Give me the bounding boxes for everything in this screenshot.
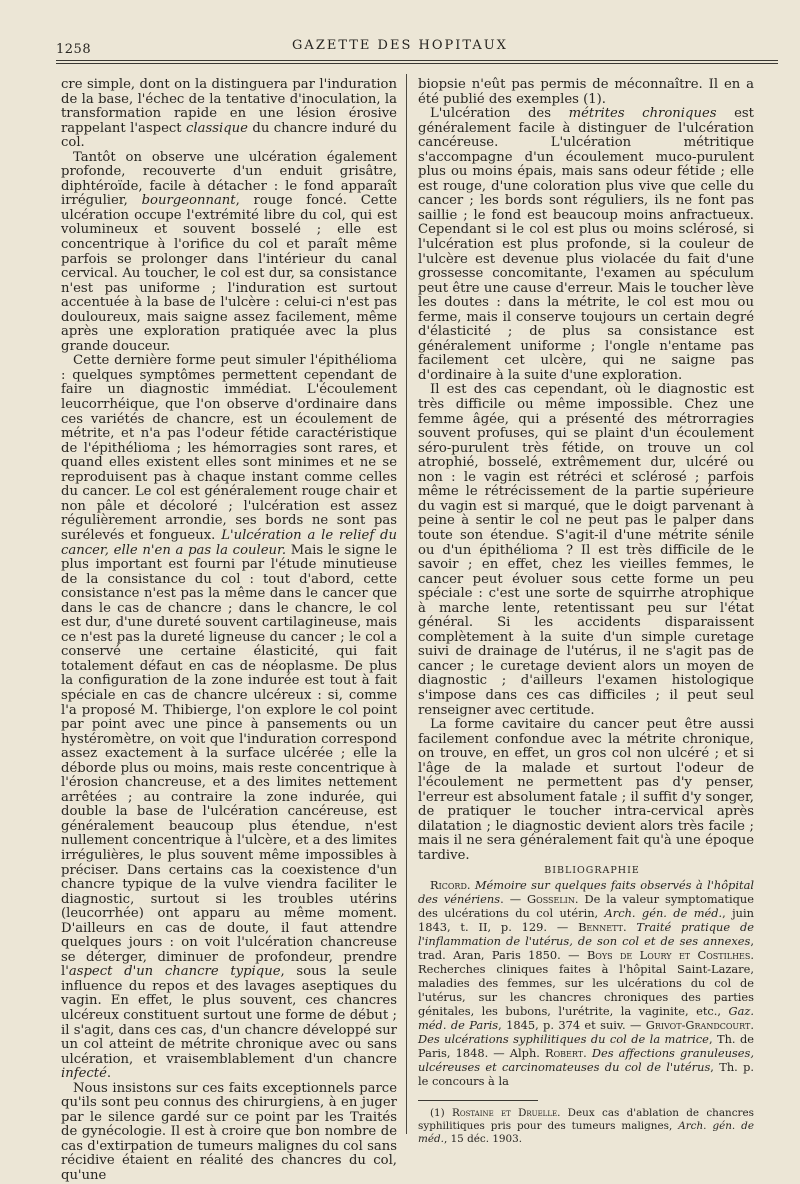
paragraph: biopsie n'eût pas permis de méconnaître. Il en a été publié des exemples (1). [418, 77, 754, 107]
left-column [61, 78, 397, 1184]
header-rule-bottom [56, 63, 778, 64]
page-number: 1258 [56, 42, 92, 57]
header-rule-top [56, 60, 778, 61]
bibliography-heading: BIBLIOGRAPHIE [544, 864, 640, 876]
column-divider [406, 74, 407, 1134]
footnote: (1) Rostaine et Druelle. Deux cas d'ablation de chancres syphilitiques pris pour des tumeurs malignes, Arch. gén. de méd., 15 déc. 1903. [418, 1107, 754, 1146]
paragraph: La forme cavitaire du cancer peut être aussi facilement confondue avec la métrite chronique, on trouve, en effet, un gros col non ulcéré ; et si l'âge de la malade et surtout l'odeur de l'écoulement ne permettent pas d'y penser, l'erreur est absolument fatale ; il suffit d'y songer, de pratiquer le toucher intra-cervical après dilatation ; le diagnostic devient alors très facile ; mais il ne sera généralement fait qu'à une époque tardive. [418, 717, 754, 863]
running-title: GAZETTE DES HOPITAUX [292, 38, 508, 53]
footnote-rule [418, 1100, 538, 1101]
paragraph: Il est des cas cependant, où le diagnostic est très difficile ou même impossible. Chez une femme âgée, qui a présenté des métrorragies souvent profuses, qui se plaint d'un écoulement séro-purulent très fétide, on trouve un col atrophié, bosselé, extrêmement dur, ulcéré ou non : le vagin est rétréci et sclérosé ; parfois même le rétrécissement de la partie supérieure du vagin est si marqué, que le doigt parvenant à peine à sentir le col ne peut pas le palper dans toute son étendue. S'agit-il d'une métrite sénile ou d'un épithélioma ? Il est très difficile de le savoir ; en effet, chez les vieilles femmes, le cancer peut évoluer sous cette forme un peu spéciale : c'est une sorte de squirrhe atrophique à marche lente, retentissant peu sur l'état général. Si les accidents disparaissent complètement à la suite d'un simple curetage suivi de drainage de l'utérus, il ne s'agit pas de cancer ; le curetage devient alors un moyen de diagnostic ; d'ailleurs l'examen histologique s'impose dans ces cas difficiles ; il peut seul renseigner avec certitude. [418, 382, 754, 718]
paragraph: cre simple, dont on la distinguera par l'induration de la base, l'échec de la tentative d'inoculation, la transformation rapide en une lésion érosive rappelant l'aspect classique du chancre induré du col. [61, 77, 398, 151]
paragraph: Tantôt on observe une ulcération également profonde, recouverte d'un enduit grisâtre, diphtéroïde, facile à détacher : le fond apparaît irrégulier, bourgeonnant, rouge foncé. Cette ulcération occupe l'extrémité libre du col, qui est volumineux et souvent bosselé ; elle est concentrique à l'orifice du col et paraît même parfois se prolonger dans l'intérieur du canal cervical. Au toucher, le col est dur, sa consistance n'est pas uniforme ; l'induration est surtout accentuée à la base de l'ulcère : celui-ci n'est pas douloureux, mais saigne assez facilement, même après une exploration pratiquée avec la plus grande douceur. [61, 149, 397, 354]
paragraph: L'ulcération des métrites chroniques est généralement facile à distinguer de l'ulcération cancéreuse. L'ulcération métritique s'accompagne d'un écoulement muco-purulent plus ou moins épais, mais sans odeur fétide ; elle est rouge, d'une coloration plus vive que celle du cancer ; les bords sont réguliers, ils ne font pas saillie ; le fond est beaucoup moins anfractueux. Cependant si le col est plus ou moins sclérosé, si l'ulcération est plus profonde, si la couleur de l'ulcère est devenue plus violacée du fait d'une grossesse concomitante, l'examen au spéculum peut être une cause d'erreur. Mais le toucher lève les doutes : dans la métrite, le col est mou ou ferme, mais il conserve toujours un certain degré d'élasticité ; de plus sa consistance est généralement uniforme ; l'ongle n'entame pas facilement cet ulcère, qui ne saigne pas d'ordinaire à la suite d'une exploration. [418, 106, 754, 383]
paragraph: Nous insistons sur ces faits exceptionnels parce qu'ils sont peu connus des chirurgiens, à en juger par le silence gardé sur ce point par les Traités de gynécologie. Il est à croire que bon nombre de cas d'extirpation de tumeurs malignes du col sans récidive étaient en réalité des chancres du col, qu'une [61, 1080, 397, 1184]
bibliography: Ricord. Mémoire sur quelques faits observés à l'hôpital des vénériens. — Gosselin. De la valeur symptomatique des ulcérations du col utérin, Arch. gén. de méd., juin 1843, t. II, p. 129. — Bennett. Traité pratique de l'inflammation de l'utérus, de son col et de ses annexes, trad. Aran, Paris 1850. — Boys de Loury et Costilhes. Recherches cliniques faites à l'hôpital Saint-Lazare, maladies des femmes, sur les ulcérations du col de l'utérus, sur les chancres chroniques des parties génitales, les bubons, l'urétrite, la vaginite, etc., Gaz. méd. de Paris, 1845, p. 374 et suiv. — Grivot-Grandcourt. Des ulcérations syphilitiques du col de la matrice, Th. de Paris, 1848. — Alph. Robert. Des affections granuleuses, ulcéreuses et carcinomateuses du col de l'utérus, Th. p. le concours à la [418, 878, 755, 1089]
right-column [418, 78, 754, 1146]
paragraph: Cette dernière forme peut simuler l'épithélioma : quelques symptômes permettent cependant de faire un diagnostic immédiat. L'écoulement leucorrhéique, que l'on observe d'ordinaire dans ces variétés de chancre, est un écoulement de métrite, et n'a pas l'odeur fétide caractéristique de l'épithélioma ; les hémorragies sont rares, et quand elles existent elles sont minimes et ne se reproduisent pas à chaque instant comme celles du cancer. Le col est généralement rouge chair et non pâle et décoloré ; l'ulcération est assez régulièrement arrondie, ses bords ne sont pas surélevés et fongueux. L'ulcération a le relief du cancer, elle n'en a pas la couleur. Mais le signe le plus important est fourni par l'étude minutieuse de la consistance du col : tout d'abord, cette consistance n'est pas la même dans le cancer que dans le cas de chancre ; dans le chancre, le col est dur, d'une dureté souvent cartilagineuse, mais ce n'est pas la dureté ligneuse du cancer ; le col a conservé une certaine élasticité, qui fait totalement défaut en cas de néoplasme. De plus la configuration de la zone indurée est tout à fait spéciale en cas de chancre ulcéreux : si, comme l'a proposé M. Thibierge, l'on explore le col point par point avec une pince à pansements ou un hystéromètre, on voit que l'induration correspond assez exactement à la surface ulcérée ; elle la déborde plus ou moins, mais reste concentrique à l'érosion chancreuse, et a des limites nettement arrêtées ; au contraire la zone indurée, qui double la base de l'ulcération cancéreuse, est généralement beaucoup plus étendue, n'est nullement concentrique à l'ulcère, et a des limites irrégulières, le plus souvent même impossibles à préciser. Dans certains cas la coexistence d'un chancre typique de la vulve viendra faciliter le diagnostic, surtout si les troubles utérins (leucorrhée) ont apparu au même moment. D'ailleurs en cas de doute, il faut attendre quelques jours : on voit l'ulcération chancreuse se déterger, diminuer de profondeur, prendre l'aspect d'un chancre typique, sous la seule influence du repos et des lavages aseptiques du vagin. En effet, le plus souvent, ces chancres ulcéreux constituent surtout une forme de début ; il s'agit, dans ces cas, d'un chancre développé sur un col atteint de métrite chronique avec ou sans ulcération, et vraisemblablement d'un chancre infecté. [61, 353, 397, 1082]
